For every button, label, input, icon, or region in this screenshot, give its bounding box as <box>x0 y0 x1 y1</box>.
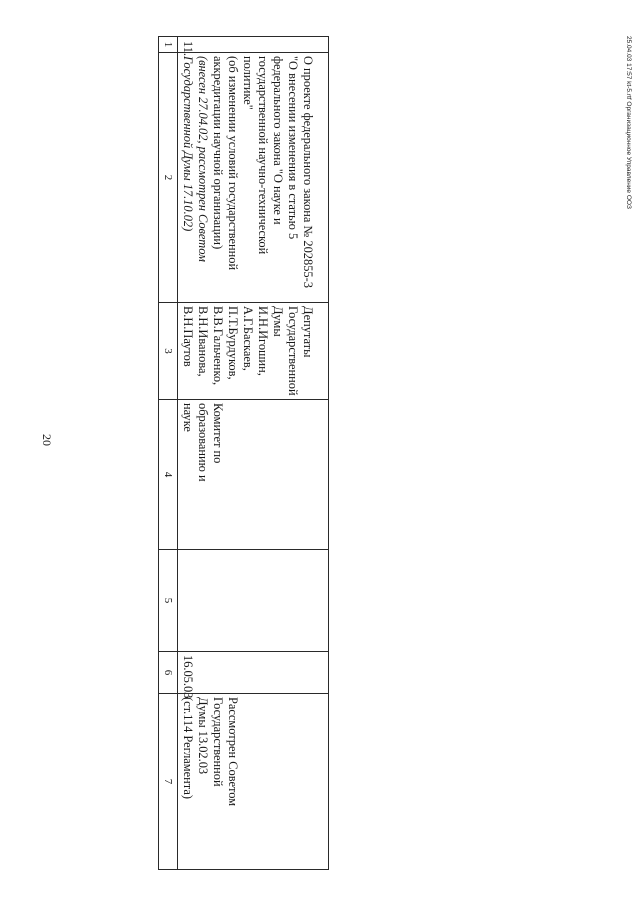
initiator-line: И.Н.Игошин, <box>256 306 270 376</box>
row-number: 11. <box>181 41 195 57</box>
bill-title-line: политике" <box>241 56 255 110</box>
bill-status-line: (внесен 27.04.02, рассмотрен Советом <box>196 56 210 262</box>
bill-title-line: (об изменении условий государственной <box>226 56 240 271</box>
document-footer: 25.04.03 17:57 kt-5.rtf Организационное Управление ООЗ <box>625 36 632 209</box>
column-header: 6 <box>162 669 174 676</box>
note-line: Рассмотрен Советом <box>226 697 240 807</box>
initiator-line: Депутаты <box>301 306 315 358</box>
bill-title-cell <box>178 53 317 302</box>
bill-title-line: "О внесении изменения в статью 5 <box>286 56 300 240</box>
note-line: Государственной <box>211 697 225 787</box>
initiators-cell <box>178 303 317 399</box>
column-header: 2 <box>162 174 174 181</box>
column-header: 5 <box>162 597 174 604</box>
date-cell: 16.05.03 <box>181 655 195 699</box>
bill-title-line: О проекте федерального закона № 202855-3 <box>301 56 315 288</box>
bill-title-line: федерального закона "О науке и <box>271 56 285 225</box>
note-line: Думы 13.02.03 <box>196 697 210 775</box>
committee-cell <box>178 400 227 549</box>
bills-table <box>158 36 329 870</box>
initiator-line: П.Т.Бурдуков, <box>226 306 240 380</box>
table-row <box>178 37 329 870</box>
page-number: 20 <box>40 434 54 446</box>
initiator-line: А.Г.Баскаев, <box>241 306 255 371</box>
note-cell <box>178 694 242 869</box>
initiator-line: Думы <box>271 306 285 337</box>
empty-cell <box>178 550 182 651</box>
committee-line: науке <box>181 403 195 432</box>
committee-line: Комитет по <box>211 403 225 464</box>
initiator-line: Государственной <box>286 306 300 396</box>
initiator-line: В.Н.Иванова, <box>196 306 210 377</box>
committee-line: образованию и <box>196 403 210 482</box>
column-header: 3 <box>162 348 174 354</box>
column-header: 7 <box>162 778 174 785</box>
note-line: (ст.114 Регламента) <box>181 697 195 799</box>
bill-title-line: государственной научно-технической <box>256 56 270 255</box>
column-header: 1 <box>162 41 174 48</box>
column-header: 4 <box>162 471 174 478</box>
initiator-line: В.В.Гальченко, <box>211 306 225 386</box>
initiator-line: В.Н.Паутов <box>181 306 195 367</box>
bill-title-line: аккредитации научной организации) <box>211 56 225 250</box>
table-header-row <box>159 37 178 870</box>
bill-status-line: Государственной Думы 17.10.02) <box>181 56 195 232</box>
